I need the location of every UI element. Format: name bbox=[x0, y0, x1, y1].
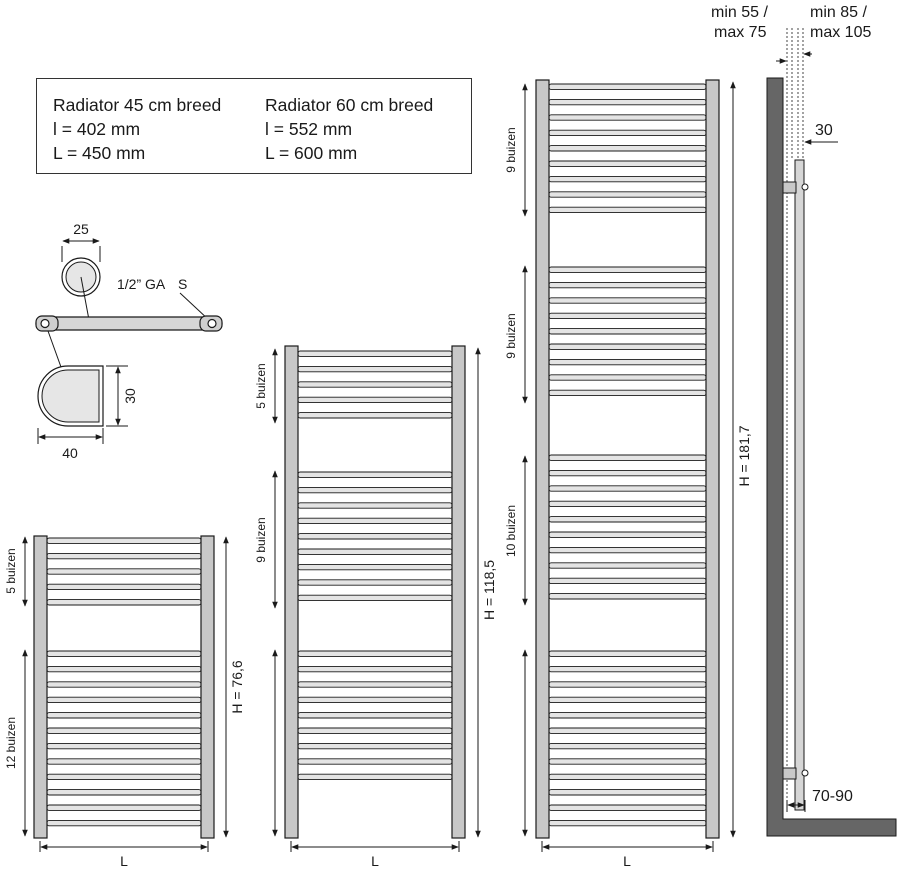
connection-tag: S bbox=[178, 276, 188, 292]
radiator-76-6-height-label: H = 76,6 bbox=[229, 660, 245, 714]
wall-bracket-top bbox=[783, 182, 796, 193]
radiator-76-6-tubes bbox=[47, 538, 201, 826]
radiator-118-5-group-3-tube-3 bbox=[298, 682, 452, 687]
depth-label: 30 bbox=[815, 122, 833, 139]
radiator-118-5-group-1-tube-3 bbox=[298, 382, 452, 387]
radiator-118-5-group-1-tube-2 bbox=[298, 366, 452, 371]
radiator-181-7-group-4-tube-3 bbox=[549, 682, 706, 687]
radiator-118-5-group-2-tube-1 bbox=[298, 472, 452, 477]
radiator-76-6-group-2-tube-1 bbox=[47, 651, 201, 656]
profile-width-label: 40 bbox=[62, 445, 78, 461]
radiator-118-5-height-label: H = 118,5 bbox=[481, 559, 497, 621]
radiator-181-7-group-1-tube-7 bbox=[549, 176, 706, 181]
radiator-118-5-group-2-tube-6 bbox=[298, 549, 452, 554]
radiator-76-6-group-2-tube-8 bbox=[47, 759, 201, 764]
radiator-118-5-group-2-tube-7 bbox=[298, 564, 452, 569]
radiator-76-6-group-2-label: 12 buizen bbox=[4, 716, 18, 770]
radiator-76-6-group-2-tube-11 bbox=[47, 805, 201, 810]
radiator-118-5-group-2-tube-2 bbox=[298, 487, 452, 492]
radiator-76-6-group-1-tube-2 bbox=[47, 553, 201, 558]
radiator-118-5 bbox=[254, 346, 497, 869]
radiator-181-7-group-1-label: 9 buizen bbox=[504, 127, 518, 173]
radiator-181-7-group-1-tube-1 bbox=[549, 84, 706, 89]
radiator-118-5-group-1-tube-5 bbox=[298, 413, 452, 418]
radiator-181-7-group-3-tube-3 bbox=[549, 486, 706, 491]
connection-nut-left bbox=[41, 320, 49, 328]
wall-gap-label: 70-90 bbox=[812, 788, 853, 805]
connection-detail bbox=[36, 221, 222, 461]
radiator-181-7-group-2-tube-9 bbox=[549, 390, 706, 395]
radiator-181-7-group-2-tube-6 bbox=[549, 344, 706, 349]
radiator-76-6-group-1-tube-5 bbox=[47, 600, 201, 605]
radiator-118-5-group-2-tube-5 bbox=[298, 534, 452, 539]
wall-bracket-bottom bbox=[783, 768, 796, 779]
radiator-181-7-group-3-tube-10 bbox=[549, 594, 706, 599]
radiator-118-5-group-3-tube-9 bbox=[298, 774, 452, 779]
radiator-76-6-group-2-tube-7 bbox=[47, 743, 201, 748]
radiator-181-7-group-2-tube-7 bbox=[549, 359, 706, 364]
radiator-76-6-collector-right bbox=[201, 536, 214, 838]
radiator-181-7-height-label: H = 181,7 bbox=[736, 425, 752, 487]
radiator-181-7-group-3-label: 10 buizen bbox=[504, 504, 518, 558]
info-L-value-45cm: L = 450 mm bbox=[53, 143, 146, 163]
radiator-181-7-collector-left bbox=[536, 80, 549, 838]
radiator-181-7-group-3-tube-9 bbox=[549, 578, 706, 583]
info-l-value-45cm: l = 402 mm bbox=[53, 119, 141, 139]
radiator-118-5-group-2-label: 9 buizen bbox=[254, 517, 268, 563]
radiator-76-6-group-2-tube-4 bbox=[47, 697, 201, 702]
radiator-181-7-group-1-tube-2 bbox=[549, 99, 706, 104]
radiator-118-5-group-3-tube-7 bbox=[298, 743, 452, 748]
horizontal-tube bbox=[36, 317, 222, 330]
min-max-2-line1: min 85 / bbox=[810, 4, 867, 21]
min-max-1-line1: min 55 / bbox=[711, 4, 768, 21]
radiator-181-7-group-2-tube-3 bbox=[549, 298, 706, 303]
radiator-118-5-tubes bbox=[298, 351, 452, 780]
radiator-181-7-group-4-tube-8 bbox=[549, 759, 706, 764]
radiator-118-5-group-1-tube-1 bbox=[298, 351, 452, 356]
info-title-45cm: Radiator 45 cm breed bbox=[53, 95, 222, 115]
radiator-181-7-group-4-tube-6 bbox=[549, 728, 706, 733]
radiator-76-6-group-2-tube-12 bbox=[47, 820, 201, 825]
radiator-118-5-group-1-tube-4 bbox=[298, 397, 452, 402]
radiator-118-5-group-1-label: 5 buizen bbox=[254, 363, 268, 409]
radiator-181-7 bbox=[504, 80, 752, 869]
radiator-118-5-width-label: L bbox=[371, 853, 379, 869]
radiator-181-7-group-4-tube-9 bbox=[549, 774, 706, 779]
radiator-76-6-group-2-tube-2 bbox=[47, 666, 201, 671]
radiator-181-7-group-3-tube-1 bbox=[549, 455, 706, 460]
radiator-181-7-group-4-tube-1 bbox=[549, 651, 706, 656]
side-view bbox=[711, 4, 896, 836]
radiator-118-5-group-3-tube-1 bbox=[298, 651, 452, 656]
radiator-181-7-group-1-tube-5 bbox=[549, 146, 706, 151]
radiator-118-5-group-3-tube-5 bbox=[298, 713, 452, 718]
radiator-118-5-group-3-tube-2 bbox=[298, 666, 452, 671]
radiator-181-7-group-4-tube-5 bbox=[549, 713, 706, 718]
info-l-value-60cm: l = 552 mm bbox=[265, 119, 353, 139]
radiator-181-7-group-1-tube-8 bbox=[549, 192, 706, 197]
radiator-181-7-group-2-tube-2 bbox=[549, 282, 706, 287]
radiator-181-7-group-2-tube-8 bbox=[549, 375, 706, 380]
info-title-60cm: Radiator 60 cm breed bbox=[265, 95, 434, 115]
radiator-118-5-group-2-tube-8 bbox=[298, 580, 452, 585]
radiator-181-7-tubes bbox=[549, 84, 706, 826]
radiator-76-6-group-2-tube-5 bbox=[47, 713, 201, 718]
radiator-118-5-group-2-tube-4 bbox=[298, 518, 452, 523]
radiator-76-6-group-2-tube-6 bbox=[47, 728, 201, 733]
radiator-76-6-group-2-tube-10 bbox=[47, 790, 201, 795]
radiator-118-5-group-3-tube-6 bbox=[298, 728, 452, 733]
radiator-118-5-collector-left bbox=[285, 346, 298, 838]
radiator-181-7-group-3-tube-6 bbox=[549, 532, 706, 537]
radiator-76-6-group-2-tube-3 bbox=[47, 682, 201, 687]
connection-label: 1/2” GA bbox=[117, 276, 166, 292]
connection-nut-right bbox=[208, 320, 216, 328]
radiator-181-7-group-4-tube-7 bbox=[549, 743, 706, 748]
radiator-118-5-group-2-tube-9 bbox=[298, 595, 452, 600]
radiator-181-7-group-3-tube-5 bbox=[549, 517, 706, 522]
collector-profile-inner bbox=[42, 370, 99, 422]
radiator-181-7-group-2-tube-4 bbox=[549, 313, 706, 318]
bracket-screw-top bbox=[802, 184, 808, 190]
radiator-76-6-group-1-tube-4 bbox=[47, 584, 201, 589]
radiator-181-7-group-1-tube-9 bbox=[549, 207, 706, 212]
info-L-value-60cm: L = 600 mm bbox=[265, 143, 358, 163]
radiator-76-6-group-1-tube-1 bbox=[47, 538, 201, 543]
radiator-181-7-width-label: L bbox=[623, 853, 631, 869]
radiator-181-7-group-4-tube-2 bbox=[549, 666, 706, 671]
radiator-181-7-group-1-tube-4 bbox=[549, 130, 706, 135]
radiator-118-5-group-3-tube-8 bbox=[298, 759, 452, 764]
radiator-181-7-group-3-tube-4 bbox=[549, 501, 706, 506]
radiator-76-6-group-2-tube-9 bbox=[47, 774, 201, 779]
radiator-181-7-group-4-tube-10 bbox=[549, 790, 706, 795]
radiator-181-7-collector-right bbox=[706, 80, 719, 838]
radiator-181-7-group-3-tube-8 bbox=[549, 563, 706, 568]
radiator-181-7-group-4-tube-12 bbox=[549, 820, 706, 825]
radiator-181-7-group-1-tube-3 bbox=[549, 115, 706, 120]
radiator-181-7-group-3-tube-2 bbox=[549, 470, 706, 475]
radiator-181-7-group-2-label: 9 buizen bbox=[504, 313, 518, 359]
tube-diameter-label: 25 bbox=[73, 221, 89, 237]
radiator-76-6-width-label: L bbox=[120, 853, 128, 869]
radiator-76-6-group-1-tube-3 bbox=[47, 569, 201, 574]
radiator-181-7-group-4-tube-11 bbox=[549, 805, 706, 810]
bracket-screw-bottom bbox=[802, 770, 808, 776]
radiator-181-7-group-1-tube-6 bbox=[549, 161, 706, 166]
radiator-118-5-group-2-tube-3 bbox=[298, 503, 452, 508]
radiator-181-7-group-3-tube-7 bbox=[549, 547, 706, 552]
radiator-118-5-group-3-tube-4 bbox=[298, 697, 452, 702]
profile-height-label: 30 bbox=[122, 388, 138, 404]
radiator-118-5-collector-right bbox=[452, 346, 465, 838]
radiator-76-6 bbox=[4, 536, 245, 869]
radiator-181-7-group-2-tube-1 bbox=[549, 267, 706, 272]
radiator-181-7-group-4-tube-4 bbox=[549, 697, 706, 702]
radiator-76-6-collector-left bbox=[34, 536, 47, 838]
min-max-1-line2: max 75 bbox=[714, 24, 767, 41]
min-max-2-line2: max 105 bbox=[810, 24, 872, 41]
radiator-side-profile bbox=[795, 160, 804, 810]
radiator-181-7-group-2-tube-5 bbox=[549, 329, 706, 334]
radiator-76-6-group-1-label: 5 buizen bbox=[4, 548, 18, 594]
